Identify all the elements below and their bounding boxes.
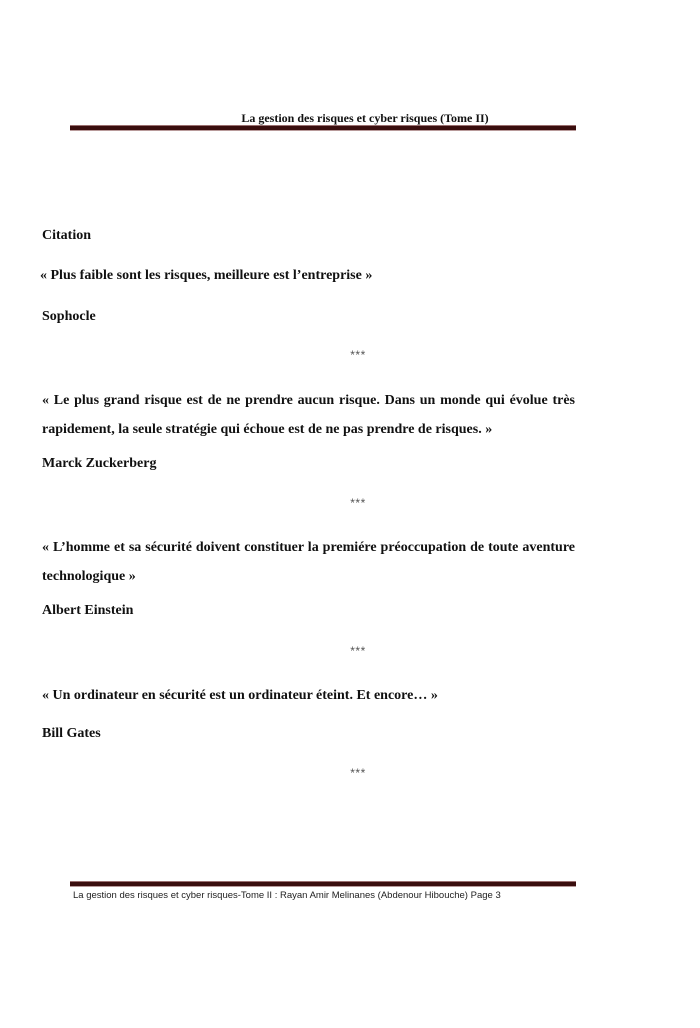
quote-text-4: « Un ordinateur en sécurité est un ordinateur éteint. Et encore… » xyxy=(42,688,438,703)
quote-author-1: Sophocle xyxy=(42,309,96,324)
separator-3: *** xyxy=(350,644,366,658)
separator-1: *** xyxy=(350,348,366,362)
quote-author-3: Albert Einstein xyxy=(42,603,134,618)
header-rule xyxy=(70,125,576,131)
quote-text-1: « Plus faible sont les risques, meilleure est l’entreprise » xyxy=(40,268,373,283)
separator-2: *** xyxy=(350,496,366,510)
footer-rule xyxy=(70,881,576,887)
quote-text-3: « L’homme et sa sécurité doivent constituer la premiére préoccupation de toute aventure technologique » xyxy=(42,540,575,584)
quote-text-2: « Le plus grand risque est de ne prendre aucun risque. Dans un monde qui évolue très rapidement, la seule stratégie qui échoue est de ne pas prendre de risques. » xyxy=(42,393,575,437)
header-title: La gestion des risques et cyber risques (Tome II) xyxy=(241,111,489,125)
separator-4: *** xyxy=(350,766,366,780)
footer-text: La gestion des risques et cyber risques-Tome II : Rayan Amir Melinanes (Abdenour Hibouche) Page 3 xyxy=(73,890,501,901)
section-heading: Citation xyxy=(42,228,91,243)
quote-author-4: Bill Gates xyxy=(42,726,101,741)
quote-author-2: Marck Zuckerberg xyxy=(42,456,157,471)
